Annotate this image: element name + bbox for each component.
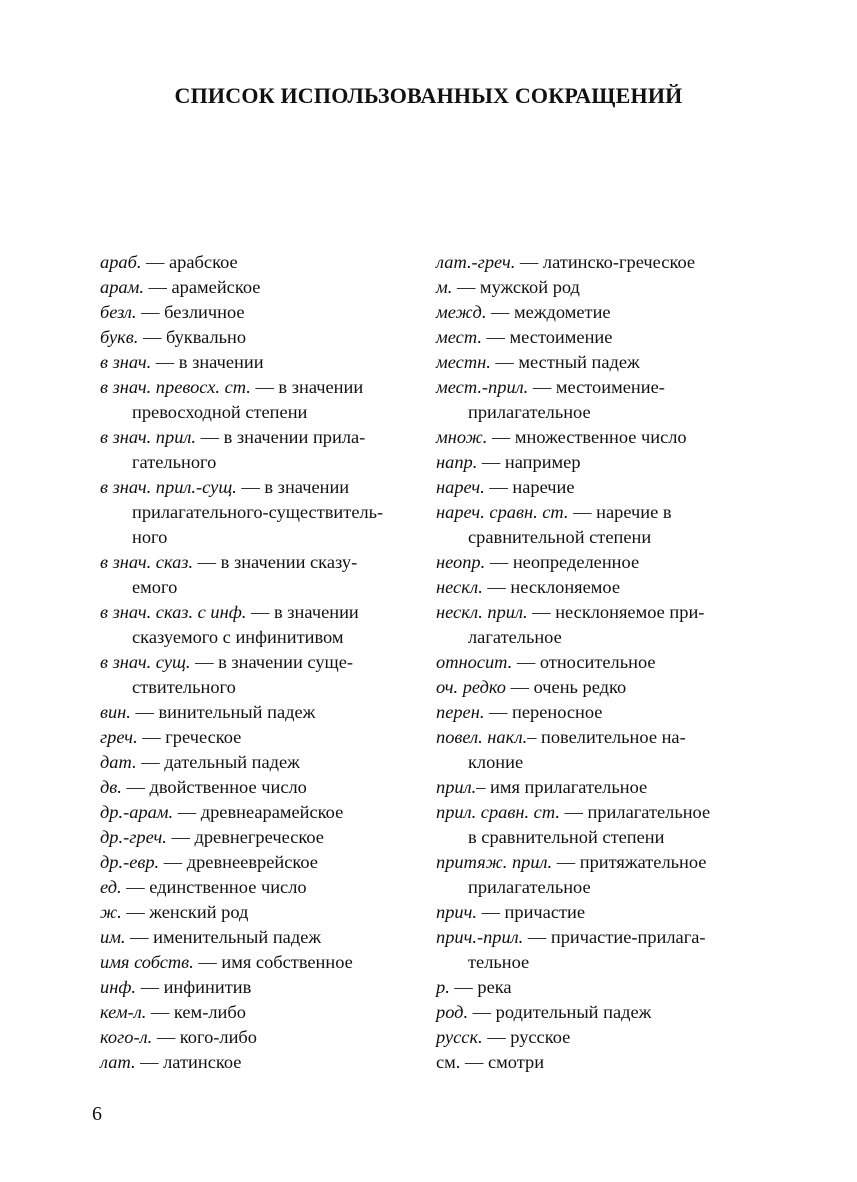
- abbreviation-term: ж.: [100, 902, 122, 922]
- abbreviation-term: нареч. сравн. ст.: [436, 502, 569, 522]
- abbreviation-definition: — прилагательное в сравнительной степени: [468, 802, 711, 847]
- abbreviation-definition: — кого-либо: [152, 1027, 257, 1047]
- abbreviation-definition: — местоимение: [481, 327, 613, 347]
- abbreviation-definition: — местоимение- прилагательное: [468, 377, 665, 422]
- abbreviation-definition: — несклоняемое: [482, 577, 620, 597]
- abbreviation-entry: [436, 725, 756, 775]
- abbreviation-entry: [436, 850, 756, 900]
- abbreviation-definition: — женский род: [121, 902, 249, 922]
- abbreviation-definition: — русское: [482, 1027, 571, 1047]
- abbreviation-term: нескл. прил.: [436, 602, 528, 622]
- abbreviation-entry: [100, 1025, 415, 1050]
- abbreviation-definition: — неопределенное: [485, 552, 640, 572]
- abbreviation-definition: — греческое: [137, 727, 242, 747]
- abbreviation-term: араб.: [100, 252, 142, 272]
- abbreviation-list-right: [436, 250, 756, 1075]
- abbreviation-definition: — безличное: [136, 302, 245, 322]
- abbreviation-term: дв.: [100, 777, 122, 797]
- abbreviation-definition: — наречие в сравнительной степени: [468, 502, 672, 547]
- abbreviation-term: в знач. прил.-сущ.: [100, 477, 237, 497]
- abbreviation-entry: [436, 325, 756, 350]
- abbreviation-definition: — инфинитив: [135, 977, 252, 997]
- abbreviation-definition: — в значении прила- гательного: [132, 427, 366, 472]
- abbreviation-definition: — междометие: [486, 302, 611, 322]
- abbreviation-entry: [436, 300, 756, 325]
- abbreviation-term: м.: [436, 277, 453, 297]
- abbreviation-term: в знач. сущ.: [100, 652, 191, 672]
- abbreviation-term: кем-л.: [100, 1002, 147, 1022]
- abbreviation-entry: [100, 925, 415, 950]
- abbreviation-entry: [436, 575, 756, 600]
- abbreviation-term: притяж. прил.: [436, 852, 553, 872]
- abbreviation-term: неопр.: [436, 552, 486, 572]
- abbreviation-entry: [100, 775, 415, 800]
- abbreviation-term: оч. редко: [436, 677, 506, 697]
- abbreviation-term: в знач. сказ. с инф.: [100, 602, 247, 622]
- abbreviation-entry: [436, 1000, 756, 1025]
- abbreviation-definition: — в значении: [151, 352, 264, 372]
- abbreviation-definition: — мужской род: [452, 277, 580, 297]
- abbreviation-term: относит.: [436, 652, 513, 672]
- abbreviation-term: местн.: [436, 352, 491, 372]
- abbreviation-term: мест.: [436, 327, 482, 347]
- abbreviation-term: греч.: [100, 727, 138, 747]
- abbreviation-definition: — единственное число: [121, 877, 307, 897]
- abbreviation-term: в знач. сказ.: [100, 552, 194, 572]
- abbreviation-term: др.-греч.: [100, 827, 167, 847]
- abbreviation-entry: [100, 725, 415, 750]
- abbreviation-term: в знач.: [100, 352, 152, 372]
- abbreviation-definition: — латинское: [135, 1052, 242, 1072]
- abbreviation-term: род.: [436, 1002, 469, 1022]
- abbreviation-entry: [100, 850, 415, 875]
- abbreviation-entry: [436, 900, 756, 925]
- abbreviation-term: прил.: [436, 777, 477, 797]
- abbreviation-entry: [436, 700, 756, 725]
- abbreviation-definition: — арабское: [141, 252, 238, 272]
- abbreviation-entry: [436, 675, 756, 700]
- abbreviation-definition: — относительное: [512, 652, 656, 672]
- abbreviation-entry: [100, 300, 415, 325]
- abbreviation-entry: [436, 1025, 756, 1050]
- abbreviation-definition: — в значении прилагательного-существитель- ного: [132, 477, 384, 547]
- abbreviation-entry: [100, 425, 415, 475]
- abbreviation-term: перен.: [436, 702, 485, 722]
- abbreviation-definition: — множественное число: [487, 427, 687, 447]
- abbreviation-entry: [436, 800, 756, 850]
- abbreviation-definition: — родительный падеж: [468, 1002, 652, 1022]
- abbreviation-entry: [436, 775, 756, 800]
- abbreviation-term: дат.: [100, 752, 137, 772]
- abbreviation-entry: [436, 450, 756, 475]
- abbreviation-definition: — в значении превосходной степени: [132, 377, 364, 422]
- abbreviation-term: безл.: [100, 302, 137, 322]
- abbreviation-term: арам.: [100, 277, 144, 297]
- abbreviation-term: им.: [100, 927, 126, 947]
- abbreviation-entry: [436, 1050, 756, 1075]
- abbreviation-list-left: [100, 250, 415, 1075]
- abbreviation-term: множ.: [436, 427, 488, 447]
- abbreviation-definition: — винительный падеж: [130, 702, 316, 722]
- abbreviation-definition: — двойственное число: [121, 777, 307, 797]
- abbreviation-entry: [100, 875, 415, 900]
- abbreviation-definition: — наречие: [484, 477, 575, 497]
- abbreviation-term: нескл.: [436, 577, 483, 597]
- abbreviation-term: кого-л.: [100, 1027, 153, 1047]
- abbreviation-term: вин.: [100, 702, 131, 722]
- abbreviation-definition: — местный падеж: [490, 352, 640, 372]
- abbreviation-entry: [100, 900, 415, 925]
- page-title: СПИСОК ИСПОЛЬЗОВАННЫХ СОКРАЩЕНИЙ: [174, 83, 683, 108]
- abbreviation-definition: — арамейское: [143, 277, 261, 297]
- abbreviation-definition: — переносное: [484, 702, 603, 722]
- abbreviation-term: см.: [436, 1052, 461, 1072]
- abbreviation-entry: [100, 375, 415, 425]
- abbreviation-definition: — очень редко: [506, 677, 627, 697]
- abbreviation-entry: [100, 600, 415, 650]
- abbreviation-definition: – повелительное на- клоние: [468, 727, 686, 772]
- abbreviation-entry: [100, 700, 415, 725]
- abbreviation-entry: [100, 475, 415, 550]
- abbreviation-definition: — в значении суще- ствительного: [132, 652, 353, 697]
- abbreviation-definition: – имя прилагательное: [476, 777, 648, 797]
- abbreviation-term: лат.: [100, 1052, 136, 1072]
- abbreviation-definition: — латинско-греческое: [515, 252, 696, 272]
- abbreviation-entry: [100, 350, 415, 375]
- abbreviation-term: др.-евр.: [100, 852, 160, 872]
- abbreviation-term: имя собств.: [100, 952, 194, 972]
- abbreviation-definition: — древнееврейское: [159, 852, 318, 872]
- abbreviation-entry: [100, 650, 415, 700]
- abbreviation-term: напр.: [436, 452, 478, 472]
- abbreviation-term: р.: [436, 977, 450, 997]
- abbreviation-definition: — в значении сказуемого с инфинитивом: [132, 602, 359, 647]
- abbreviation-entry: [100, 825, 415, 850]
- abbreviation-term: прил. сравн. ст.: [436, 802, 560, 822]
- abbreviation-definition: — река: [449, 977, 512, 997]
- abbreviation-entry: [100, 1000, 415, 1025]
- abbreviation-entry: [100, 800, 415, 825]
- abbreviation-definition: — кем-либо: [146, 1002, 246, 1022]
- abbreviation-entry: [436, 475, 756, 500]
- abbreviation-entry: [100, 250, 415, 275]
- abbreviation-term: межд.: [436, 302, 487, 322]
- abbreviation-term: букв.: [100, 327, 139, 347]
- abbreviation-entry: [100, 950, 415, 975]
- abbreviation-term: инф.: [100, 977, 136, 997]
- abbreviation-entry: [100, 275, 415, 300]
- abbreviation-entry: [100, 975, 415, 1000]
- abbreviation-definition: — причастие-прилага- тельное: [468, 927, 706, 972]
- abbreviation-definition: — буквально: [138, 327, 247, 347]
- abbreviation-entry: [436, 925, 756, 975]
- abbreviation-term: др.-арам.: [100, 802, 174, 822]
- abbreviation-definition: — причастие: [476, 902, 586, 922]
- abbreviation-definition: — древнегреческое: [166, 827, 324, 847]
- abbreviation-term: русск.: [436, 1027, 483, 1047]
- abbreviation-entry: [100, 750, 415, 775]
- abbreviation-entry: [436, 550, 756, 575]
- abbreviation-term: повел. накл.: [436, 727, 528, 747]
- abbreviation-entry: [436, 250, 756, 275]
- abbreviation-term: нареч.: [436, 477, 485, 497]
- abbreviation-term: прич.: [436, 902, 477, 922]
- abbreviation-entry: [436, 350, 756, 375]
- abbreviation-definition: — именительный падеж: [125, 927, 322, 947]
- abbreviation-entry: [436, 275, 756, 300]
- abbreviation-term: ед.: [100, 877, 122, 897]
- page-number: 6: [92, 1103, 102, 1125]
- abbreviation-entry: [100, 550, 415, 600]
- abbreviation-definition: — древнеарамейское: [173, 802, 344, 822]
- abbreviation-definition: — дательный падеж: [136, 752, 300, 772]
- abbreviation-definition: — например: [477, 452, 581, 472]
- abbreviation-term: мест.-прил.: [436, 377, 529, 397]
- abbreviation-definition: — смотри: [460, 1052, 545, 1072]
- abbreviation-entry: [436, 975, 756, 1000]
- abbreviation-definition: — несклоняемое при- лагательное: [468, 602, 705, 647]
- abbreviation-term: прич.-прил.: [436, 927, 524, 947]
- abbreviation-entry: [100, 325, 415, 350]
- abbreviation-term: в знач. прил.: [100, 427, 197, 447]
- abbreviation-definition: — в значении сказу- емого: [132, 552, 358, 597]
- abbreviation-entry: [436, 425, 756, 450]
- abbreviation-definition: — притяжательное прилагательное: [468, 852, 707, 897]
- abbreviation-entry: [436, 375, 756, 425]
- abbreviation-term: в знач. превосх. ст.: [100, 377, 251, 397]
- abbreviation-entry: [436, 500, 756, 550]
- abbreviation-entry: [100, 1050, 415, 1075]
- abbreviation-term: лат.-греч.: [436, 252, 516, 272]
- abbreviation-entry: [436, 600, 756, 650]
- abbreviation-definition: — имя собственное: [193, 952, 353, 972]
- abbreviation-entry: [436, 650, 756, 675]
